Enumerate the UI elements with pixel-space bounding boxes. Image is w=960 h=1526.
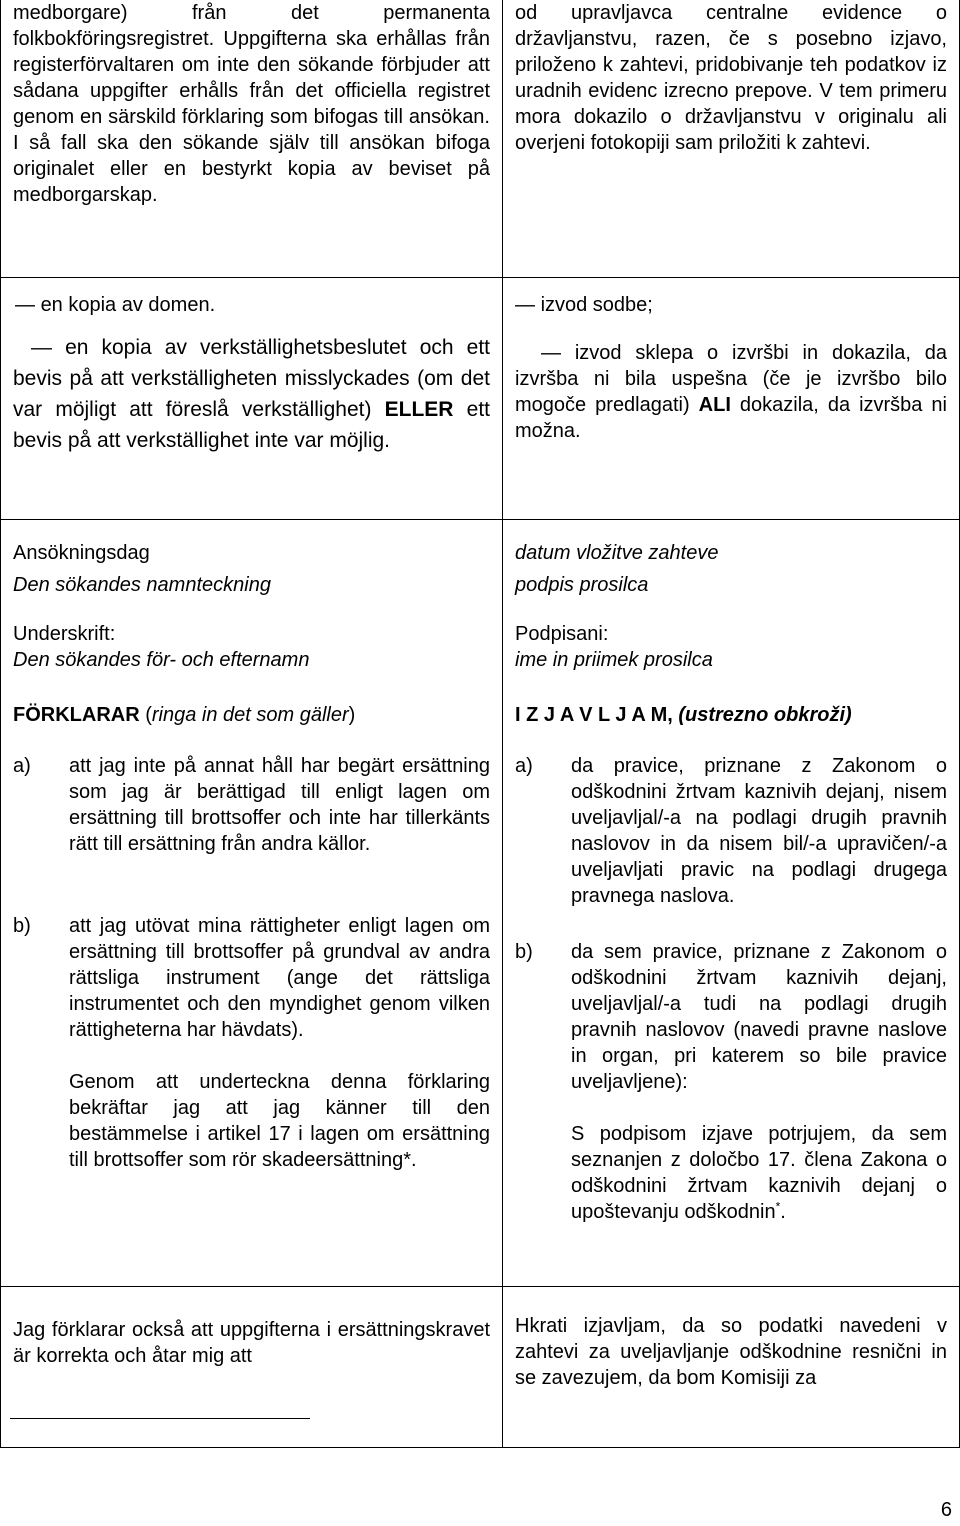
paragraph-sv-citizenship: medborgare) från det permanenta folkbokföringsregistret. Uppgifterna ska erhållas från registerförvaltaren om inte den sökande förbjuder att sådana uppgifter erhålls från det officiella registret genom en särskild förklaring som bifogas till ansökan. I så fall ska den sökande själv till ansökan bifoga originalet eller en bestyrkt kopia av beviset på medborgarskap. bbox=[13, 2, 490, 206]
label-sl-signed: Podpisani: bbox=[515, 623, 609, 645]
text-sv-enforcement-1: en kopia av verkställighetsbeslutet och ett bevis på att verkställigheten misslyckades (om det var möjligt att föreslå verkställighet) bbox=[13, 336, 490, 421]
option-sl-a bbox=[515, 753, 947, 909]
text-sv-circle-instruction: ringa in det som gäller bbox=[151, 704, 349, 726]
option-sl-b bbox=[515, 939, 947, 1095]
text-sl-enforcement-1: izvod sklepa o izvršbi in dokazila, da izvršba ni bila uspešna (če je izvršbo bilo mogoče predlagati) bbox=[515, 342, 947, 416]
option-sl-a-label: a) bbox=[515, 755, 533, 777]
text-sv-forklarar: FÖRKLARAR bbox=[13, 704, 140, 726]
cell-sl-judgment bbox=[503, 278, 960, 520]
option-sv-b bbox=[13, 913, 490, 1043]
row-declaration bbox=[1, 520, 960, 1287]
text-sv-enforcement-2: ett bevis på att verkställighet inte var möjlig. bbox=[13, 398, 490, 452]
text-sv-paren-close: ) bbox=[348, 704, 356, 726]
text-sl-confirmation: S podpisom izjave potrjujem, da sem seznanjen z določbo 17. člena Zakona o odškodnini žrtvam kaznivih dejanj o upoštevanju odškodnin bbox=[571, 1123, 947, 1223]
footnote-separator-line bbox=[10, 1418, 310, 1419]
paragraph-sl-confirmation bbox=[571, 1121, 947, 1225]
label-sv-full-name: Den sökandes för- och efternamn bbox=[13, 649, 310, 671]
text-sv-eller: ELLER bbox=[384, 398, 454, 421]
text-sl-enforcement-2: dokazila, da izvršba ni možna. bbox=[515, 394, 947, 442]
row-accuracy bbox=[1, 1287, 960, 1448]
cell-sv-accuracy bbox=[1, 1287, 503, 1448]
label-sv-signed: Underskrift: bbox=[13, 623, 116, 645]
label-sv-application-date: Ansökningsdag bbox=[13, 542, 150, 564]
footnote-marker: * bbox=[775, 1199, 781, 1214]
option-sv-a bbox=[13, 753, 490, 857]
cell-sl-citizenship bbox=[503, 0, 960, 278]
paragraph-sv-accuracy: Jag förklarar också att uppgifterna i ersättningskravet är korrekta och åtar mig att bbox=[13, 1319, 490, 1367]
item-sl-enforcement bbox=[515, 340, 947, 444]
option-sl-b-label: b) bbox=[515, 941, 533, 963]
cell-sl-accuracy bbox=[503, 1287, 960, 1448]
item-sl-judgment-copy: — izvod sodbe; bbox=[515, 292, 947, 318]
text-sl-ali: ALI bbox=[698, 394, 731, 416]
text-sl-circle-instruction: (ustrezno obkroži) bbox=[678, 704, 852, 726]
label-sl-signature: podpis prosilca bbox=[515, 574, 649, 596]
heading-sl-declares bbox=[515, 702, 947, 728]
paragraph-sl-citizenship: od upravljavca centralne evidence o državljanstvu, razen, če s posebno izjavo, priloženo k zahtevi, pridobivanje teh podatkov iz uradnih evidenc izrecno prepove. V tem primeru mora dokazilo o državljanstvu v originalu ali overjeni fotokopiji sam priložiti k zahtevi. bbox=[515, 2, 947, 154]
label-sv-signature: Den sökandes namnteckning bbox=[13, 574, 271, 596]
page-number: 6 bbox=[940, 1499, 952, 1521]
cell-sv-citizenship bbox=[1, 0, 503, 278]
option-sl-a-text: da pravice, priznane z Zakonom o odškodnini žrtvam kaznivih dejanj, nisem uveljavljal/-a na podlagi drugih pravnih naslovov in da nisem bil/-a upravičen/-a uveljavljati pravic na podlagi drugega pravnega naslova. bbox=[571, 755, 947, 907]
cell-sv-judgment bbox=[1, 278, 503, 520]
option-sv-b-label: b) bbox=[13, 915, 31, 937]
row-judgment bbox=[1, 278, 960, 520]
heading-sv-declares bbox=[13, 702, 490, 728]
option-sv-b-text: att jag utövat mina rättigheter enligt lagen om ersättning till brottsoffer på grundval av andra rättsliga instrument (ange det rättsliga instrumentet och den myndighet genom vilken rättigheterna har hävdats). bbox=[69, 915, 490, 1041]
item-sv-enforcement bbox=[13, 332, 490, 456]
option-sl-b-text: da sem pravice, priznane z Zakonom o odškodnini žrtvam kaznivih dejanj, uveljavljal/-a tudi na podlagi drugih pravnih naslovov (navedi pravne naslove in organ, pri katerem so bile pravice uveljavljene): bbox=[571, 941, 947, 1093]
text-sl-confirmation-end: . bbox=[780, 1201, 786, 1223]
row-citizenship bbox=[1, 0, 960, 278]
option-sv-a-label: a) bbox=[13, 755, 31, 777]
paragraph-sv-confirmation: Genom att underteckna denna förklaring bekräftar jag att jag känner till den bestämmelse i artikel 17 i lagen om ersättning till brottsoffer som rör skadeersättning*. bbox=[69, 1071, 490, 1171]
paragraph-sl-accuracy: Hkrati izjavljam, da so podatki navedeni v zahtevi za uveljavljanje odškodnine resnični in se zavezujem, da bom Komisiji za bbox=[515, 1315, 947, 1389]
item-sv-judgment-copy: — en kopia av domen. bbox=[15, 292, 490, 318]
label-sl-application-date: datum vložitve zahteve bbox=[515, 542, 719, 564]
text-sl-izjavljam: I Z J A V L J A M, bbox=[515, 704, 679, 726]
option-sv-a-text: att jag inte på annat håll har begärt ersättning som jag är berättigad till enligt lagen om ersättning till brottsoffer och inte har tillerkänts rätt till ersättning från andra källor. bbox=[69, 755, 490, 855]
label-sl-full-name: ime in priimek prosilca bbox=[515, 649, 713, 671]
cell-sl-declaration bbox=[503, 520, 960, 1287]
text-sv-paren-open: ( bbox=[139, 704, 152, 726]
cell-sv-declaration bbox=[1, 520, 503, 1287]
